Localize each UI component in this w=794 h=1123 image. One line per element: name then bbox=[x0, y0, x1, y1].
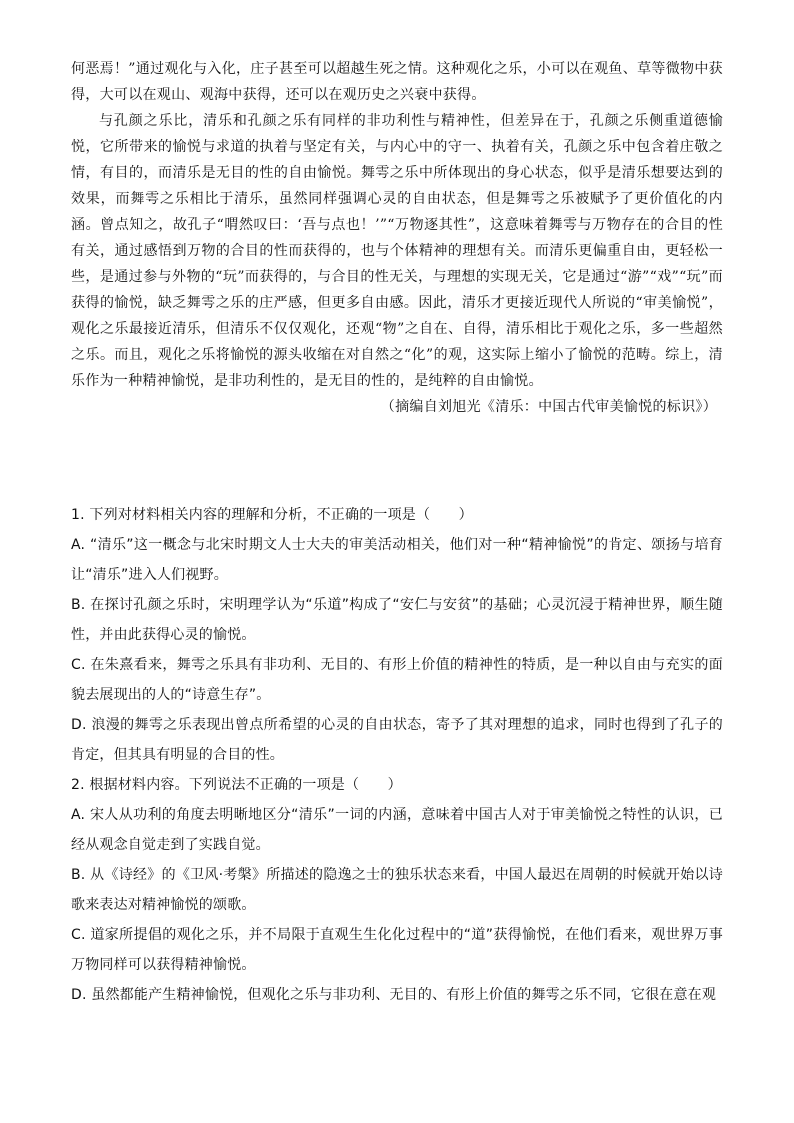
question-1-option-b: B. 在探讨孔颜之乐时，宋明理学认为“乐道”构成了“安仁与安贫”的基础；心灵沉浸于精神世界，顺生随性，并由此获得心灵的愉悦。 bbox=[71, 597, 723, 643]
question-2-option-a: A. 宋人从功利的角度去明晰地区分“清乐”一词的内涵，意味着中国古人对于审美愉悦之特性的认识，已经从观念自觉走到了实践自觉。 bbox=[71, 807, 723, 853]
question-2-option-d: D. 虽然都能产生精神愉悦，但观化之乐与非功利、无目的、有形上价值的舞雩之乐不同，它很在意在观 bbox=[71, 987, 717, 1003]
passage-paragraph-2: 与孔颜之乐比，清乐和孔颜之乐有同样的非功利性与精神性，但差异在于，孔颜之乐侧重道德愉悦，它所带来的愉悦与求道的执着与坚定有关，与内心中的守一、执着有关，孔颜之乐中包含着庄敬之情，有目的，而清乐是无目的性的自由愉悦。舞雩之乐中所体现出的身心状态，似乎是清乐想要达到的效果，而舞雩之乐相比于清乐，虽然同样强调心灵的自由状态，但是舞雩之乐被赋予了更价值化的内涵。曾点知之，故孔子“喟然叹曰：‘吾与点也！’”“万物逐其性”，这意味着舞雩与万物存在的合目的性有关，通过感悟到万物的合目的性而获得的，也与个体精神的理想有关。而清乐更偏重自由，更轻松一些，是通过参与外物的“玩”而获得的，与合目的性无关，与理想的实现无关，它是通过“游”“戏”“玩”而获得的愉悦，缺乏舞雩之乐的庄严感，但更多自由感。因此，清乐才更接近现代人所说的“审美愉悦”，观化之乐最接近清乐，但清乐不仅仅观化，还观“物”之自在、自得，清乐相比于观化之乐，多一些超然之乐。而且，观化之乐将愉悦的源头收缩在对自然之“化”的观，这实际上缩小了愉悦的范畴。综上，清乐作为一种精神愉悦，是非功利性的，是无目的性的，是纯粹的自由愉悦。 bbox=[71, 113, 723, 389]
question-2-option-b: B. 从《诗经》的《卫风·考槃》所描述的隐逸之士的独乐状态来看，中国人最迟在周朝的时候就开始以诗歌来表达对精神愉悦的颂歌。 bbox=[71, 867, 723, 913]
question-2-option-c: C. 道家所提倡的观化之乐，并不局限于直观生生化化过程中的“道”获得愉悦，在他们看来，观世界万事万物同样可以获得精神愉悦。 bbox=[71, 927, 723, 973]
question-2-stem: 2. 根据材料内容。下列说法不正确的一项是（ ） bbox=[71, 777, 402, 793]
question-1-option-d: D. 浪漫的舞雩之乐表现出曾点所希望的心灵的自由状态，寄予了其对理想的追求，同时也得到了孔子的肯定，但其具有明显的合目的性。 bbox=[71, 717, 723, 763]
passage-paragraph-1: 何恶焉！”通过观化与入化，庄子甚至可以超越生死之情。这种观化之乐，小可以在观鱼、草等微物中获得，大可以在观山、观海中获得，还可以在观历史之兴衰中获得。 bbox=[71, 61, 723, 103]
question-section bbox=[71, 500, 723, 1010]
question-1-option-a: A. “清乐”这一概念与北宋时期文人士大夫的审美活动相关，他们对一种“精神愉悦”的肯定、颂扬与培育让“清乐”进入人们视野。 bbox=[71, 537, 723, 583]
question-1-stem: 1. 下列对材料相关内容的理解和分析，不正确的一项是（ ） bbox=[71, 507, 473, 523]
reading-passage bbox=[71, 56, 723, 420]
passage-source: （摘编自刘旭光《清乐：中国古代审美愉悦的标识》） bbox=[380, 399, 717, 415]
question-1-option-c: C. 在朱熹看来，舞雩之乐具有非功利、无目的、有形上价值的精神性的特质，是一种以自由与充实的面貌去展现出的人的“诗意生存”。 bbox=[71, 657, 723, 703]
